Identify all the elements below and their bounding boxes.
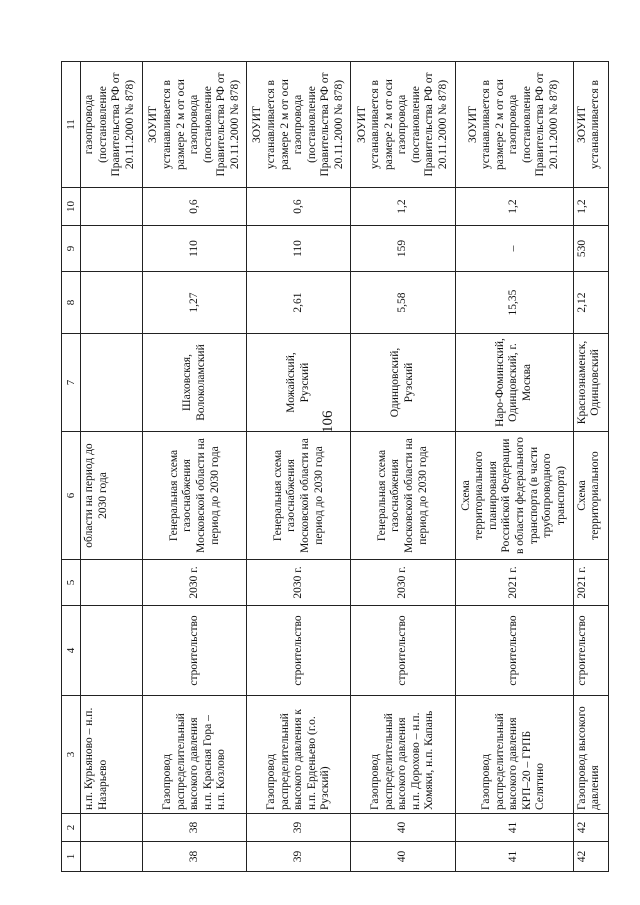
- table-cell-col8: 2,12: [573, 272, 608, 334]
- table-cell-col4: строительство: [455, 606, 573, 696]
- table-cell-col4: строительство: [247, 606, 351, 696]
- table-cell-col5: 2021 г.: [573, 560, 608, 606]
- table-cell-col6: Генеральная схема газоснабжения Московской области на период до 2030 года: [247, 432, 351, 560]
- column-header: 4: [62, 606, 81, 696]
- table-cell-col1: 42: [573, 842, 608, 872]
- table-cell-col11: ЗОУИТ устанавливается в размере 2 м от оси газопровода (постановление Правительства РФ от 20.11.2000 № 878): [247, 62, 351, 188]
- column-header: 2: [62, 814, 81, 842]
- column-number-row: [62, 62, 81, 872]
- table-cell-col7: Краснознаменск, Одинцовский: [573, 334, 608, 432]
- column-header: 6: [62, 432, 81, 560]
- table-row: [143, 62, 247, 872]
- table-cell-col2: [81, 814, 143, 842]
- column-header: 1: [62, 842, 81, 872]
- table-cell-col3: Газопровод распределительный высокого давления к н.п. Ерденьево (г.о. Рузский): [247, 696, 351, 814]
- table-cell-col5: [81, 560, 143, 606]
- table-cell-col2: 42: [573, 814, 608, 842]
- table-cell-col6: Схема территориального планирования Российской Федерации в области федерального транспорта (в части трубопроводного транспорта): [455, 432, 573, 560]
- table-cell-col10: 0,6: [247, 188, 351, 226]
- table-cell-col3: н.п. Курьяново – н.п. Назарьево: [81, 696, 143, 814]
- column-header: 5: [62, 560, 81, 606]
- table-cell-col5: 2021 г.: [455, 560, 573, 606]
- table-cell-col2: 38: [143, 814, 247, 842]
- table-cell-col9: –: [455, 226, 573, 272]
- table-cell-col9: [81, 226, 143, 272]
- table-cell-col5: 2030 г.: [143, 560, 247, 606]
- table-cell-col10: 1,2: [573, 188, 608, 226]
- table-cell-col3: Газопровод высокого давления: [573, 696, 608, 814]
- table-cell-col9: 110: [247, 226, 351, 272]
- table-cell-col10: 0,6: [143, 188, 247, 226]
- table-cell-col8: 5,58: [351, 272, 455, 334]
- table-cell-col1: 39: [247, 842, 351, 872]
- table-cell-col11: ЗОУИТ устанавливается в размере 2 м от оси газопровода (постановление Правительства РФ от 20.11.2000 № 878): [143, 62, 247, 188]
- table-cell-col4: строительство: [351, 606, 455, 696]
- table-cell-col7: Наро-Фоминский, Одинцовский, г. Москва: [455, 334, 573, 432]
- table-row: [247, 62, 351, 872]
- table-cell-col11: ЗОУИТ устанавливается в: [573, 62, 608, 188]
- column-header: 10: [62, 188, 81, 226]
- table-cell-col4: строительство: [143, 606, 247, 696]
- table-cell-col1: 40: [351, 842, 455, 872]
- table-cell-col9: 159: [351, 226, 455, 272]
- table-cell-col7: Шаховская, Волоколамский: [143, 334, 247, 432]
- gas-pipeline-table: [61, 61, 609, 872]
- table-cell-col3: Газопровод распределительный высокого давления н.п. Красная Гора – н.п. Козлово: [143, 696, 247, 814]
- table-cell-col9: 110: [143, 226, 247, 272]
- column-header: 7: [62, 334, 81, 432]
- table-cell-col7: Одинцовский, Рузский: [351, 334, 455, 432]
- page-number: 106: [320, 410, 336, 433]
- table-cell-col8: 2,61: [247, 272, 351, 334]
- table-cell-col6: области на период до 2030 года: [81, 432, 143, 560]
- table-row: [455, 62, 573, 872]
- table-cell-col11: газопровода (постановление Правительства РФ от 20.11.2000 № 878): [81, 62, 143, 188]
- table-cell-col8: 1,27: [143, 272, 247, 334]
- table-cell-col2: 39: [247, 814, 351, 842]
- table-row: [573, 62, 608, 872]
- table-cell-col1: [81, 842, 143, 872]
- table-cell-col2: 41: [455, 814, 573, 842]
- table-cell-col8: 15,35: [455, 272, 573, 334]
- table-cell-col5: 2030 г.: [351, 560, 455, 606]
- table-cell-col1: 38: [143, 842, 247, 872]
- table-cell-col10: 1,2: [455, 188, 573, 226]
- table-cell-col3: Газопровод распределительный высокого давления н.п. Дорохово – н.п. Хомяки, н.п. Капань: [351, 696, 455, 814]
- table-cell-col1: 41: [455, 842, 573, 872]
- table-cell-col10: [81, 188, 143, 226]
- table-cell-col4: [81, 606, 143, 696]
- column-header: 9: [62, 226, 81, 272]
- table-cell-col7: [81, 334, 143, 432]
- table-cell-col5: 2030 г.: [247, 560, 351, 606]
- table-cell-col6: Генеральная схема газоснабжения Московской области на период до 2030 года: [143, 432, 247, 560]
- table-row: [81, 62, 143, 872]
- table-cell-col8: [81, 272, 143, 334]
- table-cell-col7: Можайский, Рузский: [247, 334, 351, 432]
- table-cell-col2: 40: [351, 814, 455, 842]
- table-cell-col4: строительство: [573, 606, 608, 696]
- table-cell-col3: Газопровод распределительный высокого давления КРП–20 – ГРПБ Селятино: [455, 696, 573, 814]
- column-header: 3: [62, 696, 81, 814]
- table-cell-col6: Генеральная схема газоснабжения Московской области на период до 2030 года: [351, 432, 455, 560]
- column-header: 8: [62, 272, 81, 334]
- table-cell-col11: ЗОУИТ устанавливается в размере 2 м от оси газопровода (постановление Правительства РФ от 20.11.2000 № 878): [455, 62, 573, 188]
- table-cell-col11: ЗОУИТ устанавливается в размере 2 м от оси газопровода (постановление Правительства РФ от 20.11.2000 № 878): [351, 62, 455, 188]
- table-cell-col9: 530: [573, 226, 608, 272]
- column-header: 11: [62, 62, 81, 188]
- table-cell-col10: 1,2: [351, 188, 455, 226]
- table-row: [351, 62, 455, 872]
- rotated-table-container: [61, 62, 609, 872]
- table-cell-col6: Схема территориального: [573, 432, 608, 560]
